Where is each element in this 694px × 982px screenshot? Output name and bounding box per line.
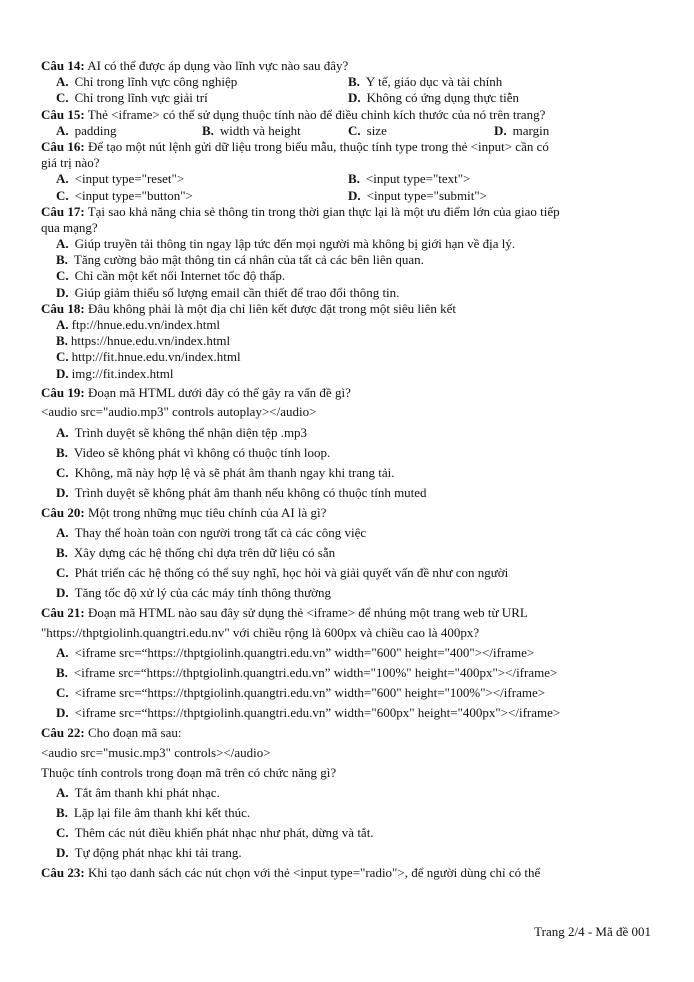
question-text-cont: qua mạng? — [41, 219, 98, 235]
option-a: A. Trình duyệt sẽ không thể nhận diện tệp .mp3 — [56, 425, 308, 441]
option-a: A. ftp://hnue.edu.vn/index.html — [56, 317, 221, 332]
code-snippet: <audio src="music.mp3" controls></audio> — [41, 745, 271, 761]
option-d: D. img://fit.index.html — [56, 365, 174, 381]
code-snippet: <audio src="audio.mp3" controls autoplay></audio> — [41, 403, 317, 419]
option-d: D. Trình duyệt sẽ không phát âm thanh nếu không có thuộc tính muted — [56, 485, 427, 501]
option-d: D. margin — [494, 122, 550, 138]
question-14 — [41, 58, 651, 74]
option-b: B. width và height — [202, 122, 301, 138]
option-b: B. Video sẽ không phát vì không có thuộc tính loop. — [56, 445, 331, 461]
option-d: D. Tăng tốc độ xử lý của các máy tính thông thường — [56, 585, 331, 601]
question-text: Thẻ <iframe> có thể sử dụng thuộc tính nào để điều chỉnh kích thước của nó trên trang? — [84, 106, 546, 122]
option-c: C. Phát triển các hệ thống có thể suy nghĩ, học hỏi và giải quyết vấn đề như con người — [56, 565, 509, 581]
option-a: A. padding — [56, 122, 117, 138]
options-row — [41, 171, 651, 187]
options-row — [41, 188, 651, 204]
option-b: B. Xây dựng các hệ thống chỉ dựa trên dữ liệu có sẵn — [56, 545, 336, 561]
question-label: Câu 16: — [41, 138, 85, 154]
option-c: C. size — [348, 122, 387, 138]
question-text: Một trong những mục tiêu chính của AI là gì? — [84, 505, 327, 521]
question-label: Câu 21: — [41, 605, 85, 621]
question-label: Câu 19: — [41, 384, 85, 400]
question-label: Câu 15: — [41, 106, 85, 122]
question-label: Câu 23: — [41, 865, 85, 881]
option-c: C. Chỉ trong lĩnh vực giải trí — [56, 90, 208, 106]
option-a: A. Thay thế hoàn toàn con người trong tất cả các công việc — [56, 525, 367, 541]
question-text: Đoạn mã HTML nào sau đây sử dụng thẻ <iframe> để nhúng một trang web từ URL — [84, 605, 528, 621]
option-a: A. Tắt âm thanh khi phát nhạc. — [56, 785, 220, 801]
option-c: C. <iframe src=“https://thptgiolinh.quangtri.edu.vn” width="600" height="100%"></iframe> — [56, 685, 546, 701]
question-text: Để tạo một nút lệnh gửi dữ liệu trong biểu mẫu, thuộc tính type trong thẻ <input> cần có — [84, 138, 549, 154]
option-c: C. http://fit.hnue.edu.vn/index.html — [56, 349, 241, 365]
question-label: Câu 22: — [41, 725, 85, 741]
question-text: Đoạn mã HTML dưới đây có thể gây ra vấn đề gì? — [84, 384, 351, 400]
question-15 — [41, 107, 651, 123]
option-a: A. Chỉ trong lĩnh vực công nghiệp — [56, 74, 238, 90]
question-text: Đâu không phải là một địa chỉ liên kết được đặt trong một siêu liên kết — [84, 300, 457, 316]
question-text: Khi tạo danh sách các nút chọn với thẻ <input type="radio">, để người dùng chỉ có thể — [84, 865, 541, 881]
question-16 — [41, 139, 651, 155]
question-21 — [41, 603, 651, 623]
question-label: Câu 17: — [41, 203, 85, 219]
option-a: A. <iframe src=“https://thptgiolinh.quangtri.edu.vn” width="600" height="400"></iframe> — [56, 645, 535, 661]
option-c: C. Chỉ cần một kết nối Internet tốc độ thấp. — [56, 268, 286, 284]
option-b: B. Lặp lại file âm thanh khi kết thúc. — [56, 805, 251, 821]
option-a: A. <input type="reset"> — [56, 171, 185, 187]
option-c: C. Không, mã này hợp lệ và sẽ phát âm thanh ngay khi trang tải. — [56, 465, 395, 481]
question-label: Câu 18: — [41, 300, 85, 316]
option-b: B. https://hnue.edu.vn/index.html — [56, 333, 231, 349]
options-row — [41, 90, 651, 106]
question-label: Câu 20: — [41, 505, 85, 521]
option-d: D. Không có ứng dụng thực tiễn — [348, 90, 520, 106]
option-b: B. <input type="text"> — [348, 171, 471, 187]
option-d: D. <iframe src=“https://thptgiolinh.quangtri.edu.vn” width="600px" height="400px"></iframe> — [56, 705, 561, 721]
question-20 — [41, 503, 651, 523]
page-footer: Trang 2/4 - Mã đề 001 — [534, 924, 651, 939]
option-c: C. <input type="button"> — [56, 187, 193, 203]
question-17 — [41, 204, 651, 220]
option-a: A. Giúp truyền tải thông tin ngay lập tức đến mọi người mà không bị giới hạn về địa lý. — [56, 236, 516, 252]
question-22 — [41, 723, 651, 743]
question-text: Cho đoạn mã sau: — [84, 725, 182, 741]
option-c: C. Thêm các nút điều khiển phát nhạc như phát, dừng và tắt. — [56, 825, 374, 841]
question-text: AI có thể được áp dụng vào lĩnh vực nào sau đây? — [84, 58, 349, 73]
options-row — [41, 74, 651, 90]
question-18 — [41, 301, 651, 317]
option-d: D. Giúp giảm thiểu số lượng email cần thiết để trao đổi thông tin. — [56, 284, 400, 300]
question-text-cont: giá trị nào? — [41, 155, 100, 171]
option-d: D. Tự động phát nhạc khi tải trang. — [56, 845, 242, 861]
exam-page — [41, 58, 651, 883]
question-23 — [41, 863, 651, 883]
question-text: Tại sao khả năng chia sẻ thông tin trong thời gian thực lại là một ưu điểm lớn của giao tiếp — [84, 203, 560, 219]
question-label: Câu 14: — [41, 58, 85, 73]
option-b: B. Y tế, giáo dục và tài chính — [348, 74, 503, 90]
question-text-cont: Thuộc tính controls trong đoạn mã trên có chức năng gì? — [41, 765, 337, 781]
option-d: D. <input type="submit"> — [348, 187, 487, 203]
option-b: B. <iframe src=“https://thptgiolinh.quangtri.edu.vn” width="100%" height="400px"></iframe> — [56, 665, 558, 681]
question-19 — [41, 385, 651, 401]
question-text-cont: "https://thptgiolinh.quangtri.edu.nv" với chiều rộng là 600px và chiều cao là 400px? — [41, 625, 480, 641]
option-b: B. Tăng cường bảo mật thông tin cá nhân của tất cả các bên liên quan. — [56, 252, 424, 268]
options-row — [41, 123, 651, 139]
